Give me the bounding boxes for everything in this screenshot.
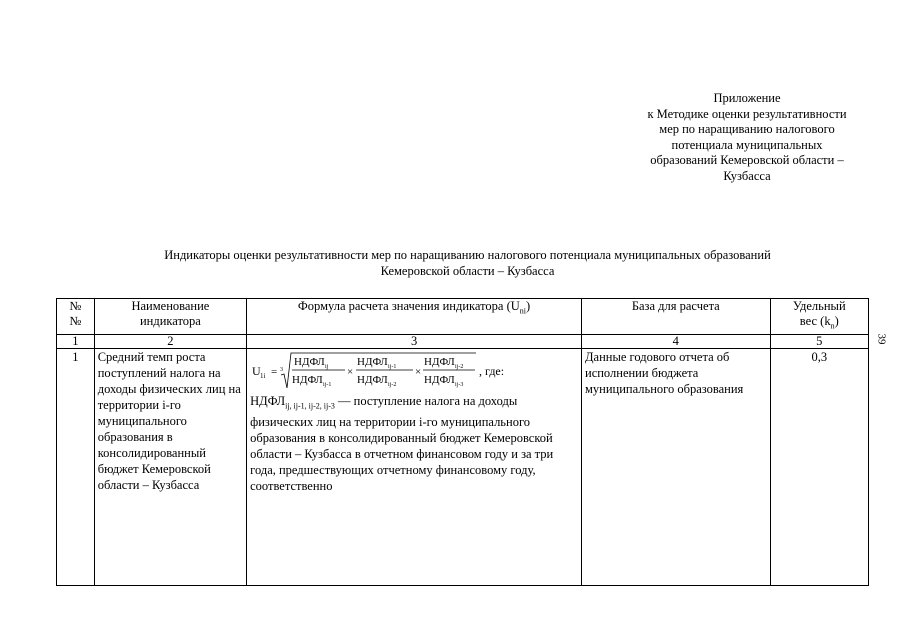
svg-text:ij-1: ij-1: [323, 381, 332, 388]
row-formula-cell: [247, 348, 582, 586]
svg-text:ij-2: ij-2: [455, 363, 464, 370]
svg-text:ij-2: ij-2: [388, 381, 397, 388]
row-indicator-name: Средний темп роста поступлений налога на доходы физических лиц на территории i-го муниципального образования в консолидированный бюджет Кемеровской области – Кузбасса: [94, 348, 246, 586]
indicators-table: [56, 298, 869, 586]
document-title: [60, 248, 875, 279]
header-formula: Формула расчета значения индикатора $(U_{ni})$: [247, 299, 582, 335]
appendix-header: [612, 91, 882, 184]
formula-description: $НДФЛ_{ij, ij-1, ij-2, ij-3}$ — поступление налога на доходы физических лиц на территории i-го муниципального образования в консолидированный бюджет Кемеровской области – Кузбасса в отчетном финансовом году и за три года, предшествующих отчетному финансовому году, соответственно: [250, 393, 554, 493]
svg-text:ij-1: ij-1: [388, 363, 397, 370]
appendix-line: Приложение: [713, 91, 781, 105]
svg-text:ij-3: ij-3: [455, 381, 464, 388]
header-num: № №: [57, 299, 95, 335]
frac2-den: НДФЛ: [357, 373, 388, 386]
column-number: 4: [582, 334, 771, 348]
appendix-line: мер по наращиванию налогового: [659, 122, 835, 136]
column-number: 3: [247, 334, 582, 348]
page-number: 39: [875, 333, 888, 345]
formula-lhs-sub: 1i: [260, 371, 266, 380]
formula: [250, 351, 570, 391]
header-name: Наименование индикатора: [94, 299, 246, 335]
header-base: База для расчета: [582, 299, 771, 335]
svg-text:ij: ij: [325, 363, 329, 370]
column-number: 1: [57, 334, 95, 348]
table-row: [57, 348, 869, 586]
times-sign: ×: [415, 365, 422, 378]
appendix-line: образований Кемеровской области –: [650, 153, 844, 167]
frac2-num: НДФЛ: [357, 355, 388, 368]
appendix-line: к Методике оценки результативности: [647, 106, 847, 121]
frac3-den: НДФЛ: [424, 373, 455, 386]
table-header-row: [57, 299, 869, 335]
appendix-line: Кузбасса: [723, 168, 771, 183]
title-line-2: Кемеровской области – Кузбасса: [380, 263, 555, 278]
title-line-1: Индикаторы оценки результативности мер по наращиванию налогового потенциала муниципальных образований: [164, 248, 771, 262]
column-number: 5: [770, 334, 868, 348]
table-column-numbers-row: [57, 334, 869, 348]
times-sign: ×: [347, 365, 354, 378]
formula-root-index: 3: [280, 366, 284, 373]
formula-lhs: U: [252, 363, 261, 378]
appendix-line: потенциала муниципальных: [671, 137, 823, 152]
frac3-num: НДФЛ: [424, 355, 455, 368]
formula-eq: =: [271, 365, 278, 378]
frac1-num: НДФЛ: [294, 355, 325, 368]
row-base: Данные годового отчета об исполнении бюджета муниципального образования: [582, 348, 771, 586]
row-num: 1: [57, 348, 95, 586]
frac1-den: НДФЛ: [292, 373, 323, 386]
row-weight: 0,3: [770, 348, 868, 586]
header-weight: Удельный вес $(k_n)$: [770, 299, 868, 335]
formula-suffix: , где:: [479, 363, 505, 378]
column-number: 2: [94, 334, 246, 348]
